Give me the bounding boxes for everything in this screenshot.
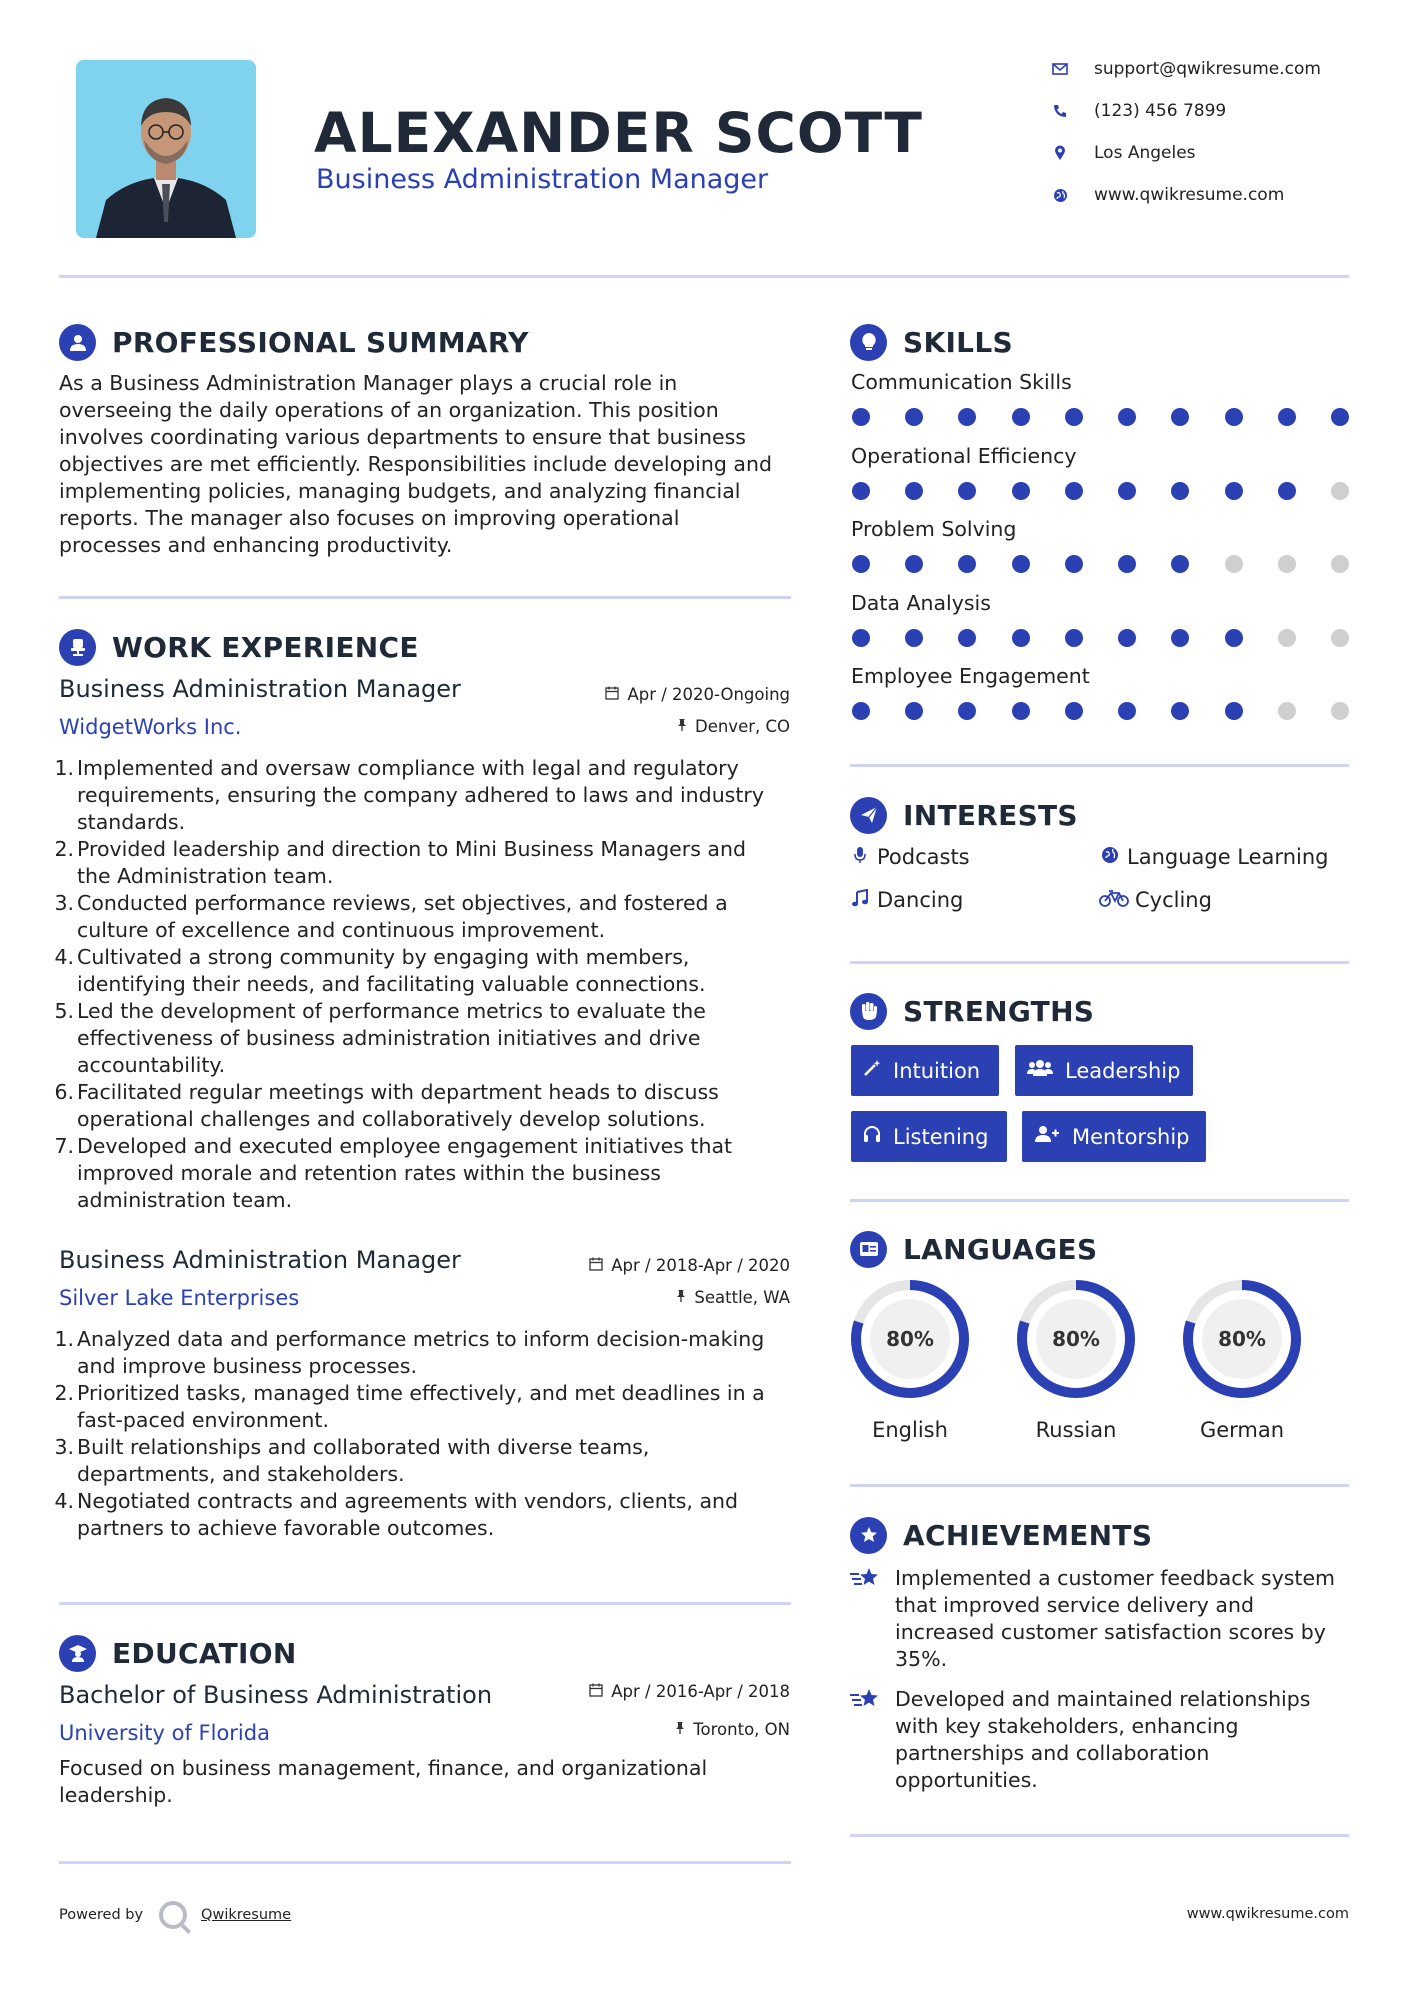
skill-name: Employee Engagement [851, 664, 1090, 688]
summary-line: As a Business Administration Manager plays a crucial role in [59, 371, 678, 395]
skill-dot-filled [905, 629, 923, 647]
list-item: 4. Negotiated contracts and agreements with vendors, clients, and partners to achieve favorable outcomes. [54, 1489, 739, 1540]
briefcase-chair-icon [59, 629, 96, 666]
skill-dot-filled [958, 629, 976, 647]
skill-rating [852, 702, 1349, 720]
skill-dot-empty [1331, 482, 1349, 500]
website-text: www.qwikresume.com [1094, 185, 1285, 205]
language-percent: 80% [1218, 1327, 1266, 1351]
strength-tag: Mentorship [1022, 1111, 1206, 1162]
experience-divider [59, 1602, 791, 1605]
skill-dot-filled [1171, 482, 1189, 500]
skill-dot-filled [1012, 555, 1030, 573]
candidate-title: Business Administration Manager [316, 164, 769, 195]
skill-dot-filled [1331, 408, 1349, 426]
language-item [1181, 1278, 1303, 1442]
summary-line: implementing policies, managing budgets, and analyzing financial [59, 479, 741, 503]
experience-heading [59, 627, 419, 667]
job-location-text: Seattle, WA [694, 1288, 790, 1307]
globe-icon [1050, 185, 1070, 205]
pushpin-icon [677, 718, 687, 736]
contact-phone[interactable] [1050, 100, 1370, 122]
languages-title: LANGUAGES [903, 1232, 1098, 1266]
language-progress-ring [849, 1278, 971, 1400]
skill-dot-filled [1225, 629, 1243, 647]
skill-dot-empty [1331, 629, 1349, 647]
strength-tag: Leadership [1015, 1045, 1193, 1096]
skill-dot-filled [852, 629, 870, 647]
skills-divider [850, 764, 1349, 767]
interests-heading [850, 795, 1078, 835]
music-note-icon [849, 889, 871, 912]
language-item [1015, 1278, 1137, 1442]
interest-item: Cycling [1099, 888, 1212, 912]
brand-link[interactable]: Qwikresume [201, 1907, 292, 1923]
skill-dot-filled [852, 482, 870, 500]
achievements-divider [850, 1834, 1349, 1837]
skill-dot-filled [958, 702, 976, 720]
job-date [589, 1256, 790, 1275]
skill-dot-filled [905, 555, 923, 573]
language-item [849, 1278, 971, 1442]
education-description: Focused on business management, finance, and organizational leadership. [59, 1756, 708, 1807]
achievement-item [849, 1686, 1359, 1794]
summary-line: objectives are met efficiently. Responsibilities include developing and [59, 452, 772, 476]
skill-dot-empty [1278, 555, 1296, 573]
degree-title: Bachelor of Business Administration [59, 1681, 493, 1709]
calendar-icon [589, 1257, 603, 1275]
skill-rating [852, 482, 1349, 500]
skill-dot-filled [1118, 555, 1136, 573]
list-item: 2. Prioritized tasks, managed time effectively, and met deadlines in a fast-paced environment. [54, 1381, 765, 1432]
location-text: Los Angeles [1094, 143, 1196, 163]
education-location-text: Toronto, ON [693, 1720, 790, 1739]
interests-divider [850, 961, 1349, 964]
contact-location [1050, 142, 1370, 164]
skill-name: Operational Efficiency [851, 444, 1077, 468]
skill-dot-filled [905, 702, 923, 720]
list-item: 1. Implemented and oversaw compliance with legal and regulatory requirements, ensuring the company adhered to laws and industry standards. [54, 756, 764, 834]
candidate-name: ALEXANDER SCOTT [314, 101, 923, 165]
language-progress-ring [1015, 1278, 1137, 1400]
list-item: 4. Cultivated a strong community by engaging with members, identifying their needs, and facilitating valuable connections. [54, 945, 706, 996]
interests-title: INTERESTS [903, 798, 1078, 832]
job-date [605, 685, 790, 704]
interest-item: Dancing [849, 888, 963, 912]
skill-dot-filled [1118, 702, 1136, 720]
pushpin-icon [676, 1289, 686, 1307]
fist-icon [850, 993, 887, 1030]
language-card-icon [850, 1231, 887, 1268]
language-name: English [872, 1418, 948, 1442]
skill-dot-filled [1065, 629, 1083, 647]
skill-dot-filled [1118, 629, 1136, 647]
languages-heading [850, 1229, 1097, 1269]
skill-dot-filled [1171, 702, 1189, 720]
list-item: 3. Built relationships and collaborated with diverse teams, departments, and stakeholders. [54, 1435, 650, 1486]
job-title: Business Administration Manager [59, 675, 461, 703]
job-date-text: Apr / 2018-Apr / 2020 [611, 1256, 790, 1275]
skill-dot-filled [1278, 408, 1296, 426]
skill-name: Communication Skills [851, 370, 1072, 394]
responsibility-list [54, 1326, 799, 1542]
achievements-heading [850, 1515, 1152, 1555]
footer-website-link[interactable]: www.qwikresume.com [1186, 1906, 1349, 1922]
paper-plane-icon [850, 797, 887, 834]
summary-line: overseeing the daily operations of an organization. This position [59, 398, 719, 422]
responsibility-list [54, 755, 799, 1214]
strengths-title: STRENGTHS [903, 994, 1095, 1028]
phone-text: (123) 456 7899 [1094, 101, 1227, 121]
strengths-heading [850, 991, 1094, 1031]
skill-dot-empty [1278, 629, 1296, 647]
skill-dot-filled [1171, 408, 1189, 426]
contact-website[interactable] [1050, 184, 1370, 206]
skill-name: Data Analysis [851, 591, 991, 615]
list-item: 1. Analyzed data and performance metrics to inform decision-making and improve business processes. [54, 1327, 765, 1378]
skill-dot-filled [1065, 408, 1083, 426]
list-item: 7. Developed and executed employee engagement initiatives that improved morale and retention rates within the business administration team. [54, 1134, 733, 1212]
bicycle-icon [1099, 889, 1129, 912]
strength-tag: Listening [851, 1111, 1007, 1162]
company-name: Silver Lake Enterprises [59, 1286, 300, 1310]
company-name: WidgetWorks Inc. [59, 715, 242, 739]
education-date [589, 1682, 790, 1701]
skill-dot-empty [1225, 555, 1243, 573]
user-plus-icon [1034, 1125, 1060, 1148]
calendar-icon [605, 686, 619, 704]
skill-dot-filled [1065, 482, 1083, 500]
skill-rating [852, 629, 1349, 647]
profile-photo [76, 60, 256, 238]
headphones-icon [863, 1125, 881, 1148]
map-pin-icon [1050, 143, 1070, 163]
contact-email[interactable] [1050, 58, 1370, 80]
skill-dot-filled [1012, 482, 1030, 500]
achievements-title: ACHIEVEMENTS [903, 1518, 1153, 1552]
summary-heading [59, 322, 529, 362]
skill-dot-filled [1065, 702, 1083, 720]
education-location [675, 1720, 790, 1739]
header-divider [59, 275, 1349, 278]
lightbulb-icon [850, 324, 887, 361]
achievement-item [849, 1565, 1359, 1673]
summary-title: PROFESSIONAL SUMMARY [112, 325, 529, 359]
skill-rating [852, 555, 1349, 573]
phone-icon [1050, 101, 1070, 121]
skill-dot-filled [1012, 408, 1030, 426]
summary-line: involves coordinating various departments to ensure that business [59, 425, 746, 449]
language-percent: 80% [1052, 1327, 1100, 1351]
graduate-icon [59, 1635, 96, 1672]
footer-powered-by [59, 1901, 291, 1929]
strength-tag: Intuition [851, 1045, 999, 1096]
education-heading [59, 1633, 297, 1673]
language-percent: 80% [886, 1327, 934, 1351]
skill-dot-filled [905, 408, 923, 426]
job-location [677, 717, 790, 736]
skill-dot-filled [1278, 482, 1296, 500]
skill-dot-filled [1012, 629, 1030, 647]
skill-dot-filled [958, 408, 976, 426]
skill-dot-filled [1171, 555, 1189, 573]
strengths-divider [850, 1199, 1349, 1202]
envelope-icon [1050, 59, 1070, 79]
skill-dot-filled [852, 555, 870, 573]
list-item: 6. Facilitated regular meetings with department heads to discuss operational challenges and collaboratively develop solutions. [54, 1080, 719, 1131]
summary-text [59, 370, 799, 559]
skill-dot-filled [1012, 702, 1030, 720]
skill-name: Problem Solving [851, 517, 1017, 541]
skill-dot-filled [1118, 482, 1136, 500]
language-name: German [1199, 1418, 1285, 1442]
skill-dot-filled [1225, 482, 1243, 500]
language-progress-ring [1181, 1278, 1303, 1400]
achievement-text: Developed and maintained relationships with key stakeholders, enhancing partnerships and collaboration opportunities. [895, 1687, 1311, 1792]
pushpin-icon [675, 1721, 685, 1739]
skill-dot-filled [1225, 702, 1243, 720]
skill-dot-filled [1225, 408, 1243, 426]
summary-divider [59, 596, 791, 599]
skill-dot-empty [1278, 702, 1296, 720]
interest-item: Podcasts [849, 845, 970, 869]
experience-title: WORK EXPERIENCE [112, 630, 419, 664]
skill-dot-filled [852, 408, 870, 426]
shooting-star-icon [849, 1565, 883, 1673]
interest-item: Language Learning [1099, 845, 1328, 869]
globe-icon [1099, 846, 1121, 869]
list-item: 3. Conducted performance reviews, set objectives, and fostered a culture of excellence and continuous improvement. [54, 891, 728, 942]
skill-rating [852, 408, 1349, 426]
school-name: University of Florida [59, 1721, 270, 1745]
calendar-icon [589, 1683, 603, 1701]
magic-wand-icon [863, 1059, 881, 1082]
skill-dot-empty [1331, 702, 1349, 720]
shooting-star-icon [849, 1686, 883, 1794]
skill-dot-filled [852, 702, 870, 720]
skill-dot-filled [1065, 555, 1083, 573]
qwikresume-logo-icon [159, 1901, 187, 1929]
job-date-text: Apr / 2020-Ongoing [627, 685, 790, 704]
users-icon [1027, 1059, 1053, 1082]
list-item: 2. Provided leadership and direction to Mini Business Managers and the Administration team. [54, 837, 746, 888]
powered-by-label: Powered by [59, 1907, 144, 1923]
skill-dot-filled [905, 482, 923, 500]
education-divider [59, 1861, 791, 1864]
language-name: Russian [1035, 1418, 1117, 1442]
email-text: support@qwikresume.com [1094, 59, 1321, 79]
skills-title: SKILLS [903, 325, 1013, 359]
summary-line: reports. The manager also focuses on improving operational [59, 506, 680, 530]
skill-dot-filled [1171, 629, 1189, 647]
skill-dot-filled [958, 555, 976, 573]
education-title: EDUCATION [112, 1636, 297, 1670]
achievement-text: Implemented a customer feedback system that improved service delivery and increased customer satisfaction scores by 35%. [895, 1566, 1336, 1671]
job-location-text: Denver, CO [694, 717, 790, 736]
education-date-text: Apr / 2016-Apr / 2018 [611, 1682, 790, 1701]
job-title: Business Administration Manager [59, 1246, 461, 1274]
list-item: 5. Led the development of performance metrics to evaluate the effectiveness of business administration initiatives and drive accountability. [54, 999, 706, 1077]
microphone-icon [849, 846, 871, 869]
skill-dot-empty [1331, 555, 1349, 573]
skill-dot-filled [958, 482, 976, 500]
skills-heading [850, 322, 1013, 362]
summary-line: processes and enhancing productivity. [59, 533, 453, 557]
user-icon [59, 324, 96, 361]
job-location [676, 1288, 790, 1307]
languages-divider [850, 1484, 1349, 1487]
star-badge-icon [850, 1517, 887, 1554]
skill-dot-filled [1118, 408, 1136, 426]
